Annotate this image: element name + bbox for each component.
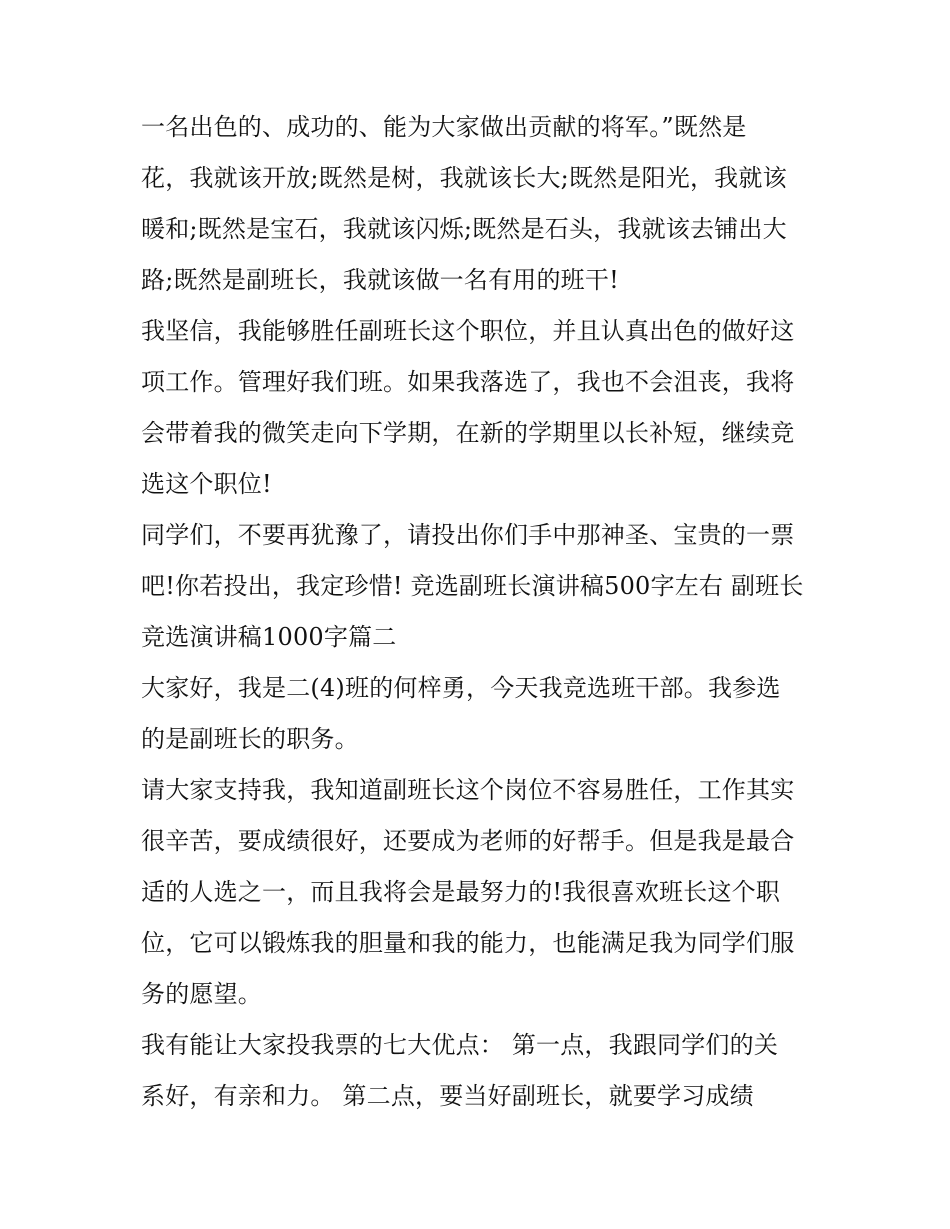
text-line: 适的人选之一，而且我将会是最努力的!我很喜欢班长这个职 bbox=[141, 878, 781, 906]
text-line: 项工作。管理好我们班。如果我落选了，我也不会沮丧，我将 bbox=[141, 368, 795, 396]
text-line: 务的愿望。 bbox=[141, 980, 262, 1008]
text-line: 竞选演讲稿1000字篇二 bbox=[141, 623, 397, 651]
text-line: 大家好，我是二(4)班的何梓勇，今天我竞选班干部。我参选 bbox=[141, 674, 781, 702]
text-line: 一名出色的、成功的、能为大家做出贡献的将军。”既然是 bbox=[141, 113, 747, 141]
text-line: 我坚信，我能够胜任副班长这个职位，并且认真出色的做好这 bbox=[141, 317, 795, 345]
text-line: 我有能让大家投我票的七大优点： 第一点，我跟同学们的关 bbox=[141, 1031, 779, 1059]
text-line: 位，它可以锻炼我的胆量和我的能力，也能满足我为同学们服 bbox=[141, 929, 795, 957]
text-line: 暖和;既然是宝石，我就该闪烁;既然是石头，我就该去铺出大 bbox=[141, 215, 787, 243]
text-line: 花，我就该开放;既然是树，我就该长大;既然是阳光，我就该 bbox=[141, 164, 787, 192]
text-line: 的是副班长的职务。 bbox=[141, 725, 359, 753]
text-line: 选这个职位! bbox=[141, 470, 272, 498]
text-line: 系好，有亲和力。 第二点，要当好副班长，就要学习成绩 bbox=[141, 1082, 754, 1110]
text-line: 请大家支持我，我知道副班长这个岗位不容易胜任，工作其实 bbox=[141, 776, 795, 804]
text-line: 吧!你若投出，我定珍惜! 竞选副班长演讲稿500字左右 副班长 bbox=[141, 572, 804, 600]
text-line: 路;既然是副班长，我就该做一名有用的班干! bbox=[141, 266, 619, 294]
document-body bbox=[141, 102, 821, 1122]
text-line: 同学们，不要再犹豫了，请投出你们手中那神圣、宝贵的一票 bbox=[141, 521, 795, 549]
text-line: 很辛苦，要成绩很好，还要成为老师的好帮手。但是我是最合 bbox=[141, 827, 795, 855]
text-line: 会带着我的微笑走向下学期，在新的学期里以长补短，继续竞 bbox=[141, 419, 795, 447]
